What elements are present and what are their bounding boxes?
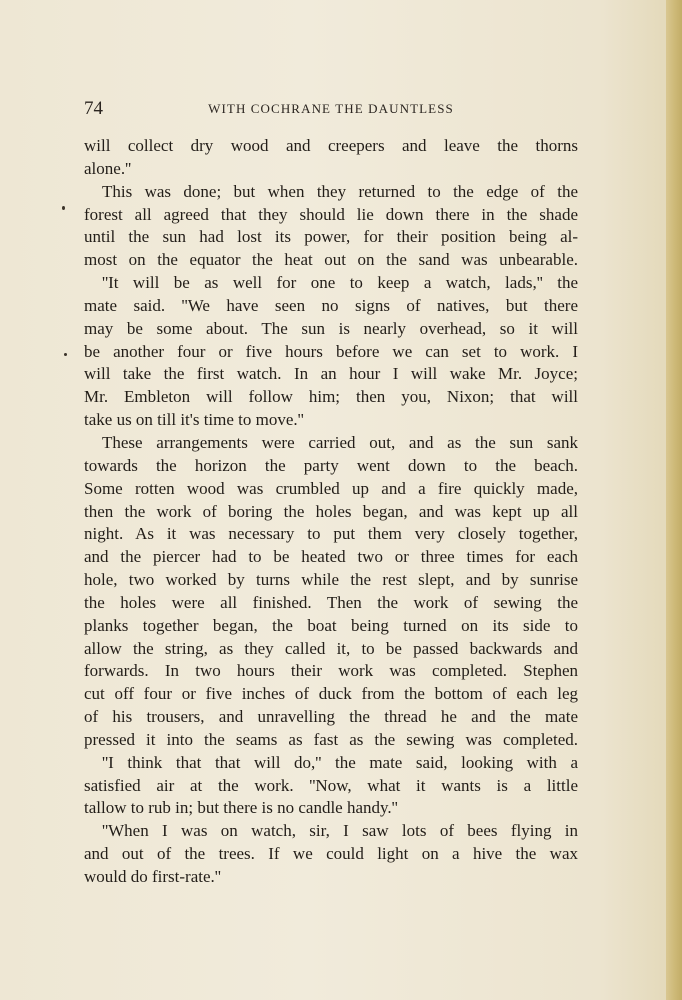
running-title: WITH COCHRANE THE DAUNTLESS (208, 101, 454, 116)
text-line: be another four or five hours before we can set to work. I (84, 341, 578, 361)
text-line: Some rotten wood was crumbled up and a fire quickly made, (84, 478, 578, 498)
text-line: These arrangements were carried out, and as the sun sank (102, 432, 578, 452)
text-line: ''When I was on watch, sir, I saw lots of bees flying in (102, 821, 578, 841)
print-speck (64, 353, 67, 356)
text-line: ''It will be as well for one to keep a watch, lads,'' the (102, 273, 578, 293)
text-line: and out of the trees. If we could light on a hive the wax (84, 844, 578, 864)
body-text (84, 135, 578, 889)
text-line: satisfied air at the work. ''Now, what it wants is a little (84, 775, 578, 795)
text-line: of his trousers, and unravelling the thread he and the mate (84, 707, 578, 727)
text-line: take us on till it's time to move.'' (84, 410, 304, 430)
text-line: pressed it into the seams as fast as the sewing was completed. (84, 729, 578, 749)
text-line: towards the horizon the party went down to the beach. (84, 455, 578, 475)
text-line: This was done; but when they returned to the edge of the (102, 181, 578, 201)
text-line: hole, two worked by turns while the rest slept, and by sunrise (84, 570, 578, 590)
text-line: forest all agreed that they should lie down there in the shade (84, 204, 578, 224)
text-line: planks together began, the boat being turned on its side to (84, 615, 578, 635)
text-line: will collect dry wood and creepers and leave the thorns (84, 136, 578, 155)
text-line: mate said. ''We have seen no signs of natives, but there (84, 295, 578, 315)
text-line: forwards. In two hours their work was completed. Stephen (84, 661, 578, 681)
text-line: night. As it was necessary to put them very closely together, (84, 524, 578, 544)
running-head (84, 97, 578, 121)
text-line: until the sun had lost its power, for their position being al- (84, 227, 578, 247)
page-number: 74 (84, 98, 103, 119)
text-line: may be some about. The sun is nearly overhead, so it will (84, 318, 578, 338)
text-line: then the work of boring the holes began, and was kept up all (84, 501, 578, 521)
text-line: tallow to rub in; but there is no candle handy.'' (84, 798, 398, 818)
text-line: will take the first watch. In an hour I will wake Mr. Joyce; (84, 364, 578, 384)
page-edge (666, 0, 682, 1000)
text-line: the holes were all finished. Then the work of sewing the (84, 592, 578, 612)
text-line: ''I think that that will do,'' the mate said, looking with a (102, 752, 578, 772)
text-line: and the piercer had to be heated two or three times for each (84, 547, 578, 567)
text-line: allow the string, as they called it, to be passed backwards and (84, 638, 578, 658)
text-line: would do first-rate.'' (84, 867, 221, 886)
text-line: Mr. Embleton will follow him; then you, Nixon; that will (84, 387, 578, 407)
text-line: cut off four or five inches of duck from the bottom of each leg (84, 684, 578, 704)
print-speck (62, 206, 65, 210)
text-line: alone.'' (84, 158, 132, 178)
text-line: most on the equator the heat out on the sand was unbearable. (84, 250, 578, 270)
